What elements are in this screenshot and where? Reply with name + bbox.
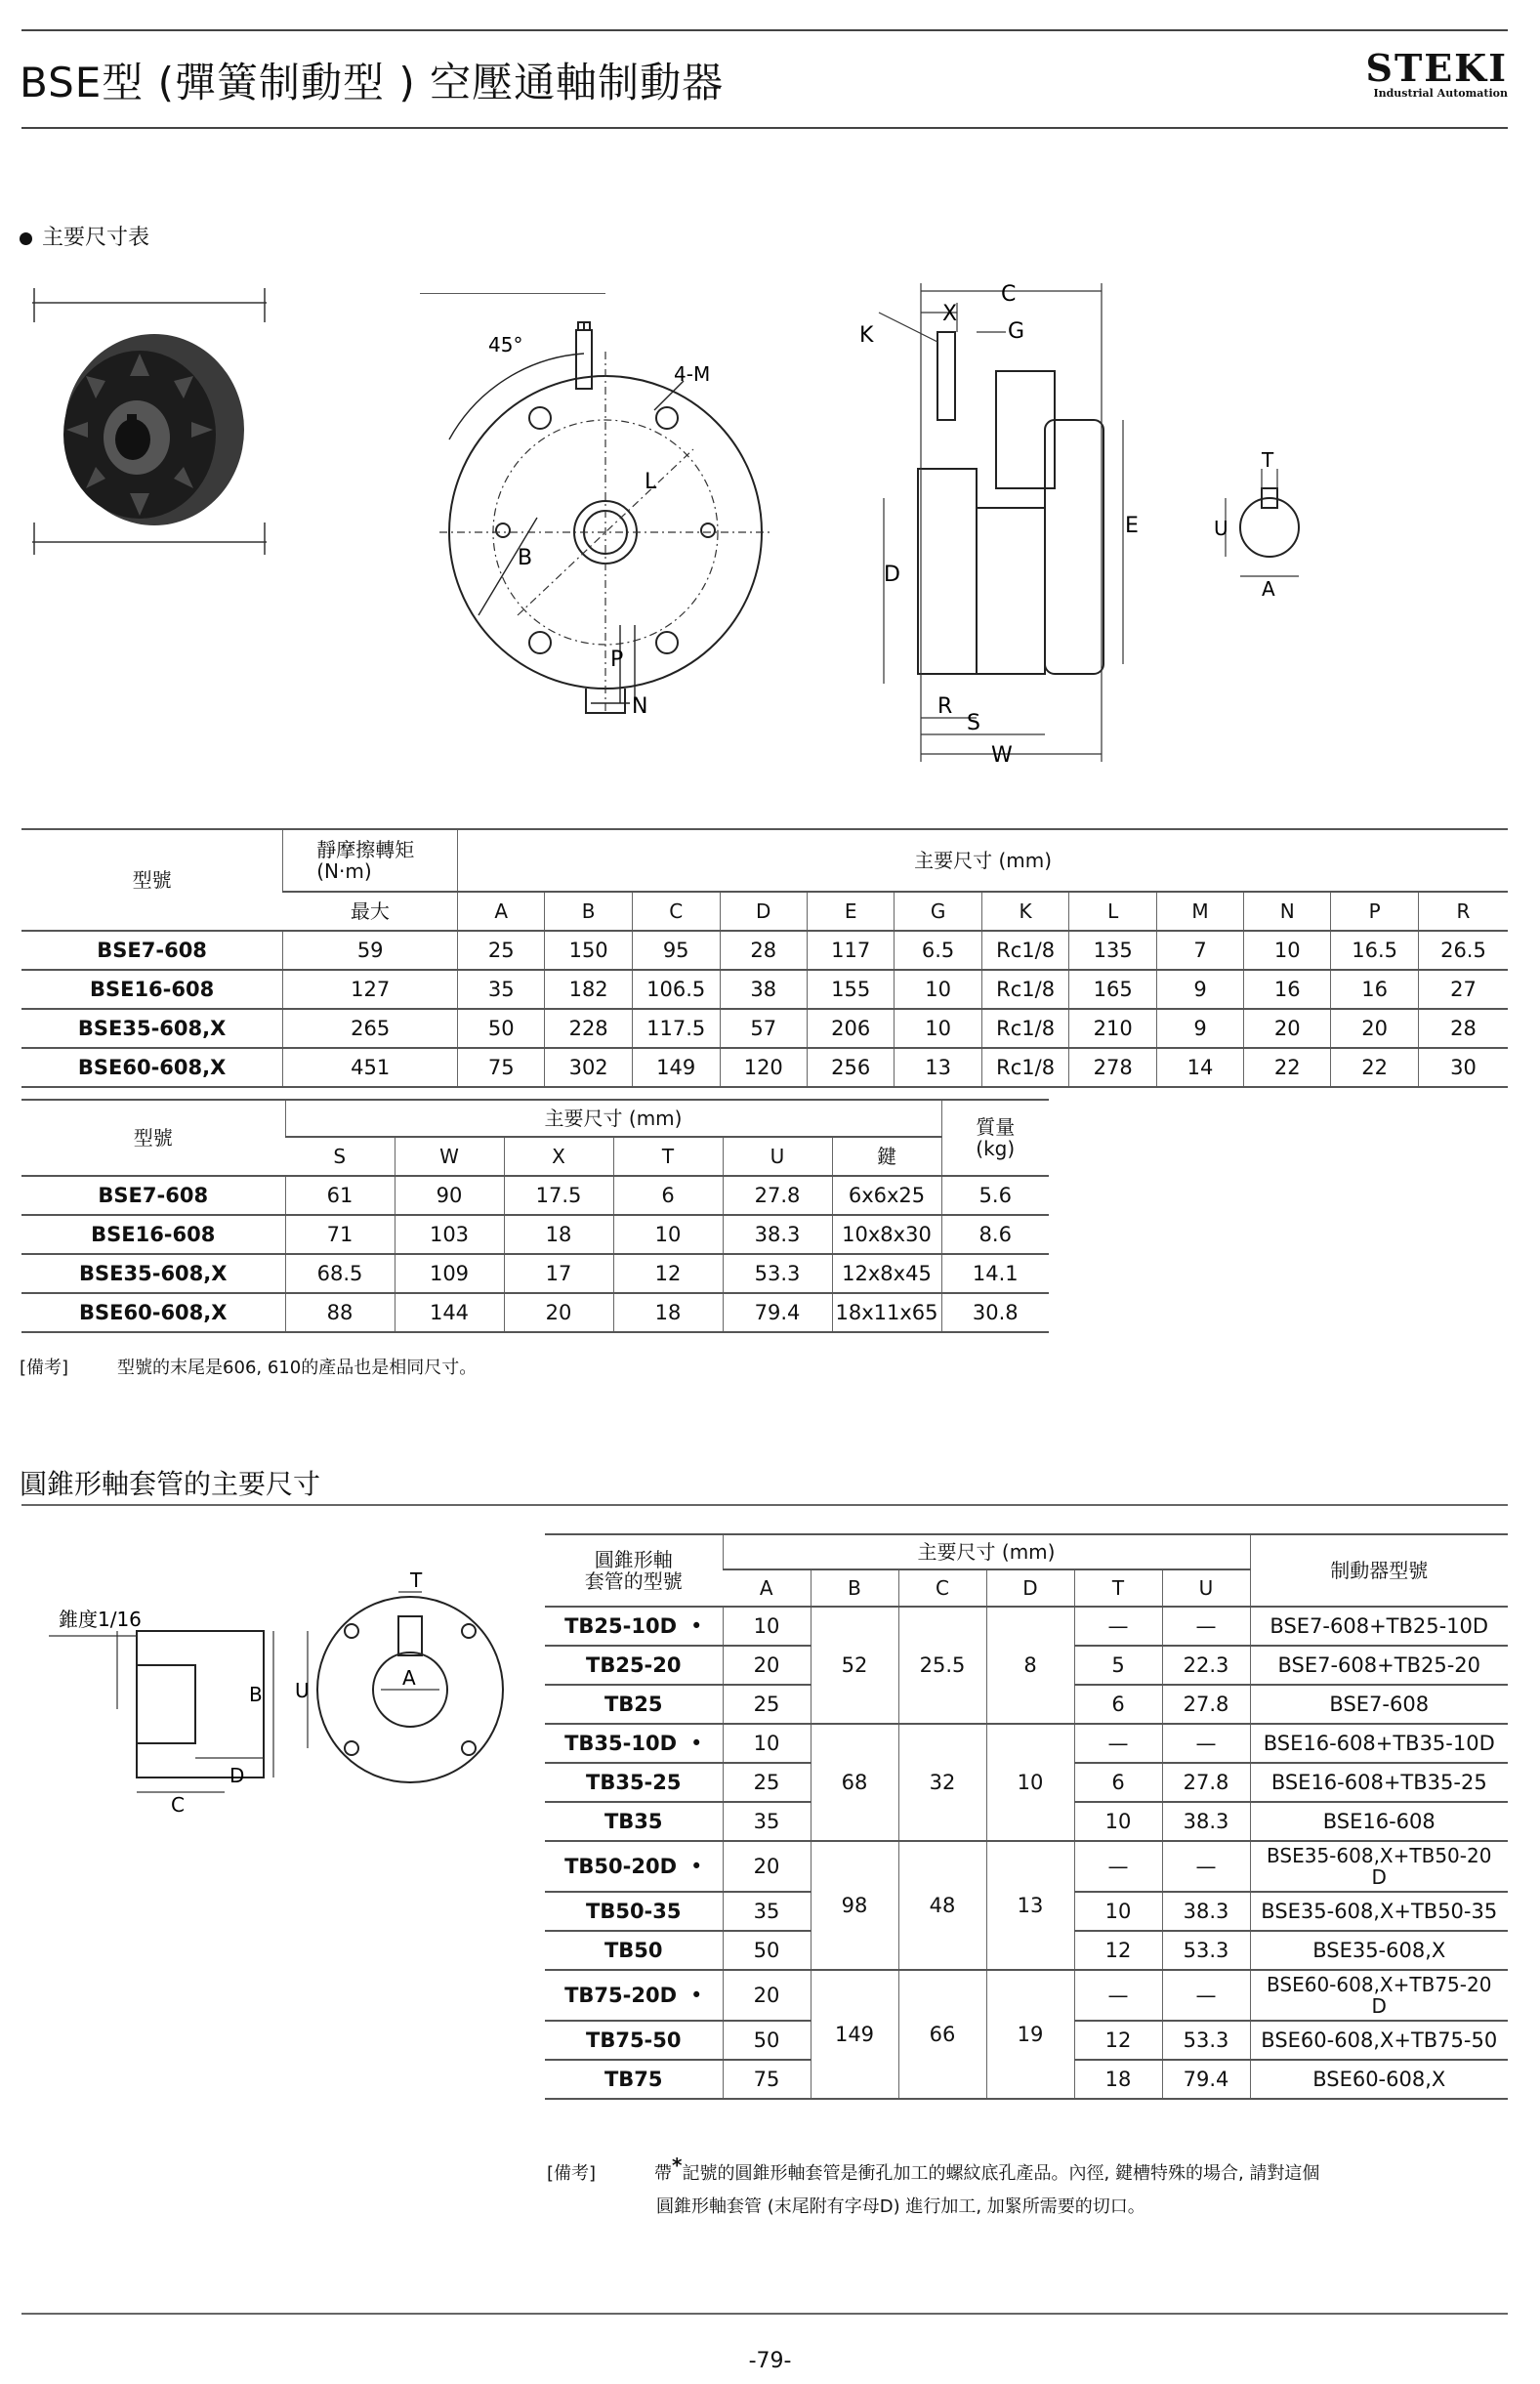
value-cell: 18x11x65 (832, 1293, 941, 1332)
value-cell: 20 (1244, 1009, 1331, 1048)
bushing-model-cell: TB25 (545, 1685, 723, 1724)
t2-col-X: X (504, 1137, 613, 1176)
value-cell: 25 (458, 931, 545, 970)
label-x: X (942, 302, 958, 326)
label-angle: 45° (488, 333, 523, 356)
value-cell: 144 (395, 1293, 504, 1332)
value-cell: 35 (723, 1892, 811, 1931)
value-cell: 57 (720, 1009, 807, 1048)
value-cell: 210 (1069, 1009, 1156, 1048)
brake-model-cell: BSE7-608+TB25-20 (1250, 1646, 1508, 1685)
value-cell: 95 (632, 931, 720, 970)
value-cell: 135 (1069, 931, 1156, 970)
value-cell: 20 (1331, 1009, 1419, 1048)
label-taper: 錐度1/16 (59, 1608, 142, 1631)
table-row (21, 1048, 1508, 1087)
value-cell: 27.8 (1162, 1763, 1250, 1802)
note-1: [備考] 型號的末尾是606, 610的產品也是相同尺寸。 (20, 1358, 478, 1378)
t1-col-P: P (1331, 892, 1419, 931)
value-cell: 18 (613, 1293, 723, 1332)
brake-model-cell: BSE35-608,X+TB50-20D (1250, 1841, 1508, 1892)
value-cell: 228 (545, 1009, 632, 1048)
value-cell: 12 (1074, 1931, 1162, 1970)
value-cell: 12x8x45 (832, 1254, 941, 1293)
value-cell: 13 (895, 1048, 981, 1087)
t3-col-B: B (811, 1569, 898, 1607)
label-bush-d: D (229, 1764, 245, 1787)
t2-dims-header: 主要尺寸 (mm) (285, 1100, 941, 1137)
table-row (21, 1293, 1049, 1332)
t1-torque-sub: 最大 (283, 892, 458, 931)
value-cell: 19 (986, 1970, 1074, 2099)
header-bottom-rule (21, 127, 1508, 129)
t1-col-D: D (720, 892, 807, 931)
value-cell: 50 (458, 1009, 545, 1048)
value-cell: — (1162, 1841, 1250, 1892)
value-cell: 75 (723, 2060, 811, 2099)
value-cell: — (1162, 1607, 1250, 1646)
bushing-model-cell: TB50-35 (545, 1892, 723, 1931)
value-cell: 17 (504, 1254, 613, 1293)
model-cell: BSE7-608 (21, 1176, 285, 1215)
value-cell: 9 (1156, 970, 1243, 1009)
value-cell: 10 (1074, 1802, 1162, 1841)
t1-col-B: B (545, 892, 632, 931)
brake-model-cell: BSE35-608,X (1250, 1931, 1508, 1970)
value-cell: 278 (1069, 1048, 1156, 1087)
t2-col-W: W (395, 1137, 504, 1176)
value-cell: 52 (811, 1607, 898, 1724)
value-cell: 165 (1069, 970, 1156, 1009)
value-cell: 149 (632, 1048, 720, 1087)
brake-model-cell: BSE7-608 (1250, 1685, 1508, 1724)
value-cell: 20 (723, 1841, 811, 1892)
label-bush-a: A (402, 1666, 416, 1690)
front-view-drawing (420, 293, 771, 723)
value-cell: 10 (1074, 1892, 1162, 1931)
value-cell: 7 (1156, 931, 1243, 970)
value-cell: 66 (898, 1970, 986, 2099)
value-cell: 106.5 (632, 970, 720, 1009)
value-cell: — (1162, 1970, 1250, 2021)
side-view-drawing (840, 273, 1152, 772)
value-cell: 53.3 (723, 1254, 832, 1293)
value-cell: 79.4 (723, 1293, 832, 1332)
steki-logo (1365, 46, 1509, 100)
table-row (545, 1841, 1508, 1892)
value-cell: 26.5 (1418, 931, 1508, 970)
t1-col-K: K (981, 892, 1069, 931)
value-cell: Rc1/8 (981, 1048, 1069, 1087)
torque-cell: 59 (283, 931, 458, 970)
header-top-rule (21, 29, 1508, 31)
value-cell: 12 (613, 1254, 723, 1293)
table-row (21, 1009, 1508, 1048)
label-keyway-t: T (1262, 449, 1274, 472)
value-cell: 117.5 (632, 1009, 720, 1048)
value-cell: 71 (285, 1215, 395, 1254)
value-cell: 53.3 (1162, 1931, 1250, 1970)
mass-cell: 8.6 (941, 1215, 1049, 1254)
value-cell: 27 (1418, 970, 1508, 1009)
page-title: BSE型 (彈簧制動型 ) 空壓通軸制動器 (20, 59, 725, 106)
t1-dims-header: 主要尺寸 (mm) (458, 829, 1508, 892)
section-taper-bushing-title: 圓錐形軸套管的主要尺寸 (20, 1468, 321, 1500)
value-cell: 22.3 (1162, 1646, 1250, 1685)
t1-col-M: M (1156, 892, 1243, 931)
t3-brake-header: 制動器型號 (1250, 1534, 1508, 1607)
value-cell: — (1162, 1724, 1250, 1763)
table-row (21, 970, 1508, 1009)
value-cell: 14 (1156, 1048, 1243, 1087)
value-cell: 27.8 (723, 1176, 832, 1215)
table-row (545, 1724, 1508, 1763)
value-cell: 256 (807, 1048, 894, 1087)
label-d: D (884, 563, 900, 587)
mass-cell: 30.8 (941, 1293, 1049, 1332)
value-cell: 38.3 (723, 1215, 832, 1254)
value-cell: 25 (723, 1685, 811, 1724)
value-cell: 10 (986, 1724, 1074, 1841)
label-r: R (937, 694, 953, 719)
brake-model-cell: BSE60-608,X (1250, 2060, 1508, 2099)
value-cell: 68.5 (285, 1254, 395, 1293)
note-2: [備考] 帶*記號的圓錐形軸套管是衝孔加工的螺紋底孔產品。內徑, 鍵槽特殊的場合, 請對這個 圓錐形軸套管 (末尾附有字母D) 進行加工, 加緊所需要的切口。 (547, 2154, 1320, 2217)
torque-cell: 265 (283, 1009, 458, 1048)
label-e: E (1125, 514, 1139, 538)
table-row (21, 931, 1508, 970)
value-cell: 206 (807, 1009, 894, 1048)
value-cell: 17.5 (504, 1176, 613, 1215)
label-b: B (518, 546, 533, 570)
value-cell: 10 (895, 970, 981, 1009)
brake-model-cell: BSE35-608,X+TB50-35 (1250, 1892, 1508, 1931)
table-row (21, 1176, 1049, 1215)
t2-model-header: 型號 (21, 1100, 285, 1176)
value-cell: 22 (1244, 1048, 1331, 1087)
value-cell: 18 (504, 1215, 613, 1254)
footer-rule (21, 2313, 1508, 2315)
value-cell: 22 (1331, 1048, 1419, 1087)
mass-cell: 5.6 (941, 1176, 1049, 1215)
value-cell: 75 (458, 1048, 545, 1087)
logo-subtitle: Industrial Automation (1373, 87, 1508, 100)
bushing-model-cell: TB35-10D • (545, 1724, 723, 1763)
table-row (21, 1254, 1049, 1293)
label-keyway-u: U (1214, 517, 1228, 540)
t2-col-鍵: 鍵 (832, 1137, 941, 1176)
value-cell: 6.5 (895, 931, 981, 970)
bushing-model-cell: TB50-20D • (545, 1841, 723, 1892)
t1-col-A: A (458, 892, 545, 931)
star-mark: • (690, 1855, 703, 1878)
table-row (545, 1970, 1508, 2021)
value-cell: 10 (895, 1009, 981, 1048)
brake-model-cell: BSE16-608+TB35-25 (1250, 1763, 1508, 1802)
value-cell: 155 (807, 970, 894, 1009)
value-cell: 25.5 (898, 1607, 986, 1724)
brake-model-cell: BSE16-608+TB35-10D (1250, 1724, 1508, 1763)
value-cell: 6x6x25 (832, 1176, 941, 1215)
t2-mass-header: 質量 (kg) (941, 1100, 1049, 1176)
t1-col-G: G (895, 892, 981, 931)
value-cell: 98 (811, 1841, 898, 1970)
t2-col-U: U (723, 1137, 832, 1176)
value-cell: 90 (395, 1176, 504, 1215)
section-main-dimensions-title: 主要尺寸表 (42, 226, 150, 250)
label-c: C (1001, 282, 1017, 307)
bushing-model-cell: TB25-20 (545, 1646, 723, 1685)
bushing-model-cell: TB35-25 (545, 1763, 723, 1802)
bullet-icon (20, 232, 32, 245)
value-cell: — (1074, 1841, 1162, 1892)
t2-col-S: S (285, 1137, 395, 1176)
value-cell: 27.8 (1162, 1685, 1250, 1724)
star-mark: • (690, 1614, 703, 1638)
label-bush-c: C (171, 1793, 185, 1817)
value-cell: 10 (723, 1607, 811, 1646)
t3-col-A: A (723, 1569, 811, 1607)
bushing-model-cell: TB75-50 (545, 2021, 723, 2060)
bushing-model-cell: TB25-10D • (545, 1607, 723, 1646)
page-number: -79- (748, 2349, 792, 2373)
value-cell: 20 (504, 1293, 613, 1332)
value-cell: 150 (545, 931, 632, 970)
section-main-dimensions (20, 221, 149, 251)
value-cell: 25 (723, 1763, 811, 1802)
model-cell: BSE60-608,X (21, 1048, 283, 1087)
value-cell: 16 (1331, 970, 1419, 1009)
value-cell: — (1074, 1970, 1162, 2021)
value-cell: 88 (285, 1293, 395, 1332)
value-cell: 6 (613, 1176, 723, 1215)
model-cell: BSE16-608 (21, 1215, 285, 1254)
label-bush-t: T (410, 1568, 423, 1592)
value-cell: 16 (1244, 970, 1331, 1009)
value-cell: 109 (395, 1254, 504, 1293)
mass-cell: 14.1 (941, 1254, 1049, 1293)
table-taper-bushing (545, 1533, 1508, 2100)
model-cell: BSE7-608 (21, 931, 283, 970)
value-cell: 30 (1418, 1048, 1508, 1087)
brake-product-photo (18, 283, 281, 557)
value-cell: 10 (613, 1215, 723, 1254)
value-cell: 79.4 (1162, 2060, 1250, 2099)
value-cell: 28 (720, 931, 807, 970)
value-cell: 50 (723, 1931, 811, 1970)
t1-col-C: C (632, 892, 720, 931)
t1-model-header: 型號 (21, 829, 283, 931)
section2-rule (21, 1504, 1508, 1506)
brake-model-cell: BSE16-608 (1250, 1802, 1508, 1841)
value-cell: 32 (898, 1724, 986, 1841)
t2-col-T: T (613, 1137, 723, 1176)
brake-model-cell: BSE7-608+TB25-10D (1250, 1607, 1508, 1646)
value-cell: 10 (723, 1724, 811, 1763)
value-cell: 6 (1074, 1763, 1162, 1802)
value-cell: 38.3 (1162, 1892, 1250, 1931)
bushing-model-cell: TB75-20D • (545, 1970, 723, 2021)
label-keyway-a: A (1262, 577, 1275, 601)
value-cell: 50 (723, 2021, 811, 2060)
star-mark: • (690, 1732, 703, 1755)
value-cell: 6 (1074, 1685, 1162, 1724)
value-cell: 13 (986, 1841, 1074, 1970)
t1-torque-header: 靜摩擦轉矩 (N·m) (283, 829, 458, 892)
label-s: S (967, 711, 980, 735)
label-k: K (859, 323, 874, 348)
label-g: G (1008, 319, 1025, 344)
label-4m: 4-M (674, 362, 711, 386)
value-cell: 16.5 (1331, 931, 1419, 970)
label-w: W (991, 743, 1013, 768)
value-cell: 149 (811, 1970, 898, 2099)
value-cell: Rc1/8 (981, 1009, 1069, 1048)
value-cell: 10 (1244, 931, 1331, 970)
value-cell: 5 (1074, 1646, 1162, 1685)
value-cell: 48 (898, 1841, 986, 1970)
value-cell: — (1074, 1607, 1162, 1646)
t3-col-C: C (898, 1569, 986, 1607)
value-cell: 18 (1074, 2060, 1162, 2099)
label-l: L (645, 470, 657, 494)
t3-dims-header: 主要尺寸 (mm) (723, 1534, 1250, 1569)
brake-model-cell: BSE60-608,X+TB75-50 (1250, 2021, 1508, 2060)
label-n: N (632, 694, 648, 719)
value-cell: Rc1/8 (981, 931, 1069, 970)
value-cell: 28 (1418, 1009, 1508, 1048)
t1-col-E: E (807, 892, 894, 931)
bushing-model-cell: TB75 (545, 2060, 723, 2099)
torque-cell: 127 (283, 970, 458, 1009)
t1-col-L: L (1069, 892, 1156, 931)
t1-col-R: R (1418, 892, 1508, 931)
table-main-dimensions (21, 828, 1508, 1088)
value-cell: 120 (720, 1048, 807, 1087)
label-bush-u: U (295, 1679, 310, 1702)
logo-mark: STEKI (1365, 46, 1508, 90)
value-cell: 20 (723, 1646, 811, 1685)
t1-col-N: N (1244, 892, 1331, 931)
taper-bushing-drawing (39, 1563, 537, 1856)
value-cell: — (1074, 1724, 1162, 1763)
value-cell: 61 (285, 1176, 395, 1215)
table-row (21, 1215, 1049, 1254)
bushing-model-cell: TB35 (545, 1802, 723, 1841)
value-cell: 35 (458, 970, 545, 1009)
keyway-drawing (1201, 449, 1318, 606)
label-p: P (610, 648, 624, 672)
table-other-dimensions (21, 1099, 1049, 1333)
value-cell: 38 (720, 970, 807, 1009)
value-cell: 68 (811, 1724, 898, 1841)
value-cell: 117 (807, 931, 894, 970)
t3-model-header: 圓錐形軸 套管的型號 (545, 1534, 723, 1607)
value-cell: 103 (395, 1215, 504, 1254)
t3-col-D: D (986, 1569, 1074, 1607)
value-cell: 38.3 (1162, 1802, 1250, 1841)
value-cell: 10x8x30 (832, 1215, 941, 1254)
torque-cell: 451 (283, 1048, 458, 1087)
t3-col-U: U (1162, 1569, 1250, 1607)
star-mark: • (690, 1984, 703, 2007)
model-cell: BSE60-608,X (21, 1293, 285, 1332)
value-cell: 8 (986, 1607, 1074, 1724)
brake-model-cell: BSE60-608,X+TB75-20D (1250, 1970, 1508, 2021)
value-cell: 182 (545, 970, 632, 1009)
t3-col-T: T (1074, 1569, 1162, 1607)
value-cell: 9 (1156, 1009, 1243, 1048)
value-cell: 53.3 (1162, 2021, 1250, 2060)
model-cell: BSE35-608,X (21, 1254, 285, 1293)
model-cell: BSE35-608,X (21, 1009, 283, 1048)
value-cell: 35 (723, 1802, 811, 1841)
label-bush-b: B (249, 1683, 263, 1706)
value-cell: 12 (1074, 2021, 1162, 2060)
model-cell: BSE16-608 (21, 970, 283, 1009)
value-cell: 20 (723, 1970, 811, 2021)
table-row (545, 1607, 1508, 1646)
bushing-model-cell: TB50 (545, 1931, 723, 1970)
value-cell: Rc1/8 (981, 970, 1069, 1009)
value-cell: 302 (545, 1048, 632, 1087)
